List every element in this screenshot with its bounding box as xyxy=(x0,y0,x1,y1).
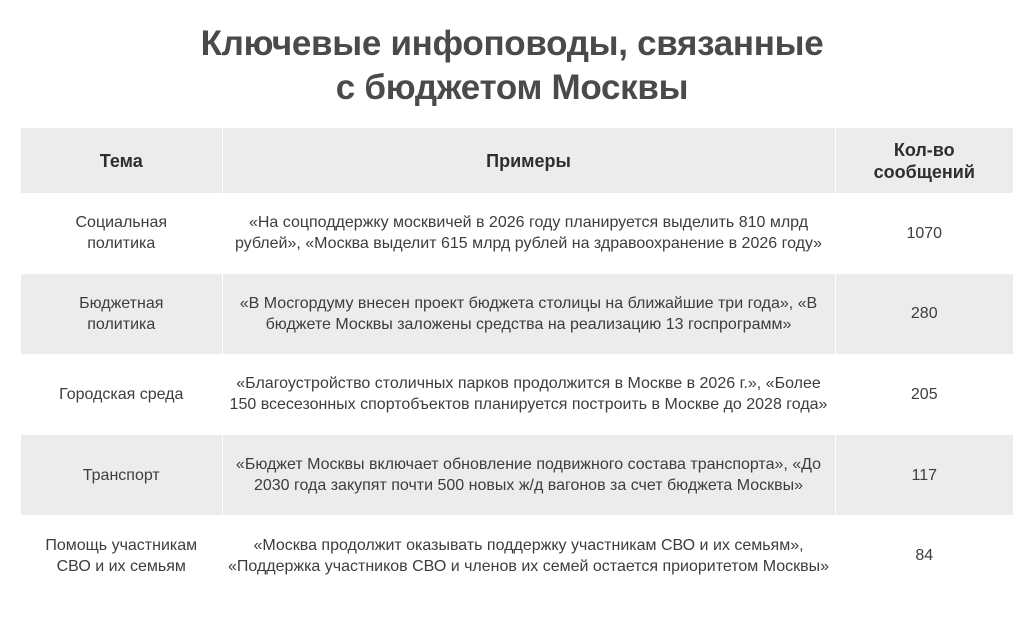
header-count-label: Кол-во сообщений xyxy=(873,139,975,182)
table-row xyxy=(21,515,1013,596)
cell-examples: «На соцподдержку москвичей в 2026 году планируется выделить 810 млрд рублей», «Москва выделит 615 млрд рублей на здравоохранение в 2026 году» xyxy=(222,193,835,274)
table-row xyxy=(21,435,1013,516)
table-row xyxy=(21,354,1013,435)
cell-examples: «Москва продолжит оказывать поддержку участникам СВО и их семьям», «Поддержка участников СВО и членов их семей остается приоритетом Москвы» xyxy=(222,515,835,596)
table-row xyxy=(21,274,1013,355)
topic-text: Помощь участникам СВО и их семьям xyxy=(45,536,198,575)
cell-count: 117 xyxy=(835,435,1013,516)
header-count xyxy=(835,128,1013,193)
title-line-1: Ключевые инфоповоды, связанные xyxy=(200,24,824,63)
cell-topic xyxy=(21,193,222,274)
cell-count: 205 xyxy=(835,354,1013,435)
cell-examples: «Благоустройство столичных парков продолжится в Москве в 2026 г.», «Более 150 всесезонных спортобъектов планируется построить в Москве до 2028 года» xyxy=(222,354,835,435)
header-examples: Примеры xyxy=(222,128,835,193)
cell-examples: «Бюджет Москвы включает обновление подвижного состава транспорта», «До 2030 года закупят почти 500 новых ж/д вагонов за счет бюджета Москвы» xyxy=(222,435,835,516)
page-title xyxy=(0,22,1024,110)
cell-topic: Городская среда xyxy=(21,354,222,435)
header-row xyxy=(21,128,1013,193)
cell-count: 84 xyxy=(835,515,1013,596)
table-body xyxy=(21,193,1013,596)
table-row xyxy=(21,193,1013,274)
header-topic: Тема xyxy=(21,128,222,193)
topics-table xyxy=(21,128,1013,596)
cell-topic xyxy=(21,274,222,355)
topic-text: Бюджетная политика xyxy=(79,294,164,333)
cell-count: 280 xyxy=(835,274,1013,355)
table-header xyxy=(21,128,1013,193)
cell-topic: Транспорт xyxy=(21,435,222,516)
topic-text: Социальная политика xyxy=(75,214,168,253)
cell-examples: «В Мосгордуму внесен проект бюджета столицы на ближайшие три года», «В бюджете Москвы заложены средства на реализацию 13 госпрограмм» xyxy=(222,274,835,355)
title-line-2: с бюджетом Москвы xyxy=(335,68,689,107)
cell-count: 1070 xyxy=(835,193,1013,274)
cell-topic xyxy=(21,515,222,596)
